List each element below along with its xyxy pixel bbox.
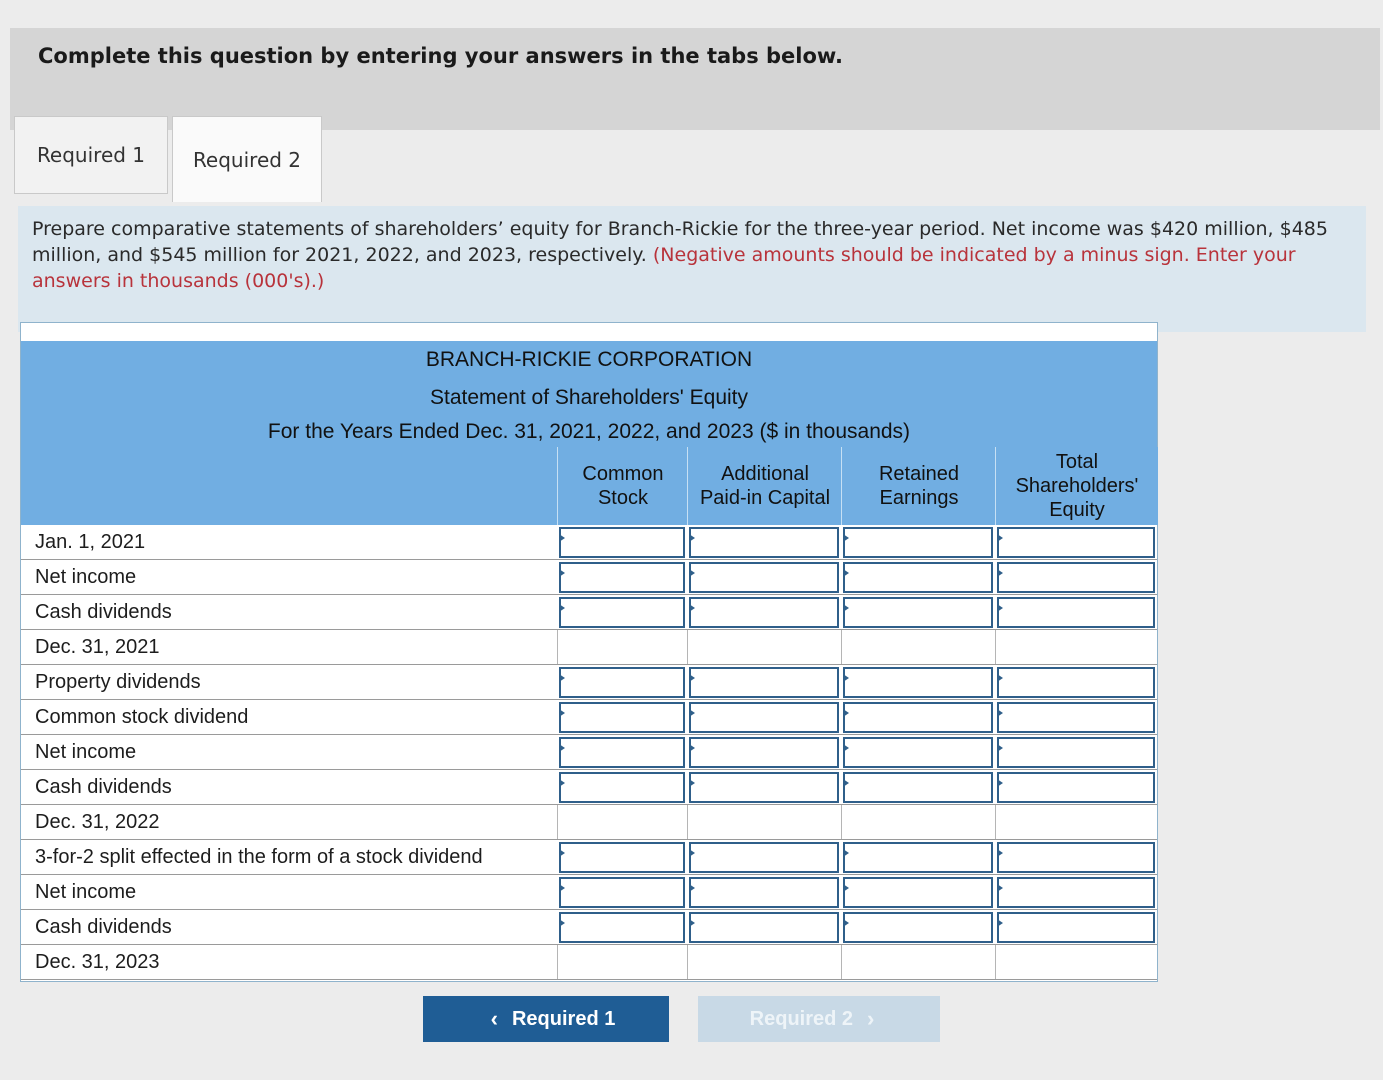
input-total-equity[interactable] bbox=[997, 842, 1155, 873]
row-label: Property dividends bbox=[35, 671, 201, 693]
table-row bbox=[21, 735, 1157, 770]
input-retained-earnings[interactable] bbox=[843, 562, 993, 593]
instructions-text: Prepare comparative statements of shareholders’ equity for Branch-Rickie for the three-year period. Net income was $420 million, $485 million, and $545 million for 2021, 2022, and 2023, respectively. bbox=[32, 218, 1328, 266]
table-row bbox=[21, 525, 1157, 560]
instructions bbox=[18, 206, 1366, 332]
table-row bbox=[21, 665, 1157, 700]
input-common-stock[interactable] bbox=[559, 667, 685, 698]
input-apic[interactable] bbox=[689, 667, 839, 698]
row-label: Net income bbox=[35, 566, 137, 588]
table-row bbox=[21, 700, 1157, 735]
input-common-stock[interactable] bbox=[559, 877, 685, 908]
tab-required-2[interactable]: Required 2 bbox=[172, 116, 322, 202]
input-retained-earnings[interactable] bbox=[843, 842, 993, 873]
input-total-equity[interactable] bbox=[997, 772, 1155, 803]
input-total-equity[interactable] bbox=[997, 667, 1155, 698]
table-row bbox=[21, 805, 1157, 840]
question-banner bbox=[10, 28, 1380, 130]
table-row bbox=[21, 945, 1157, 980]
input-retained-earnings[interactable] bbox=[843, 667, 993, 698]
total-cell-apic bbox=[687, 805, 841, 839]
instructions-note: (Negative amounts should be indicated by a minus sign. Enter your answers in thousands (000's).) bbox=[32, 244, 1296, 292]
input-apic[interactable] bbox=[689, 527, 839, 558]
input-apic[interactable] bbox=[689, 702, 839, 733]
column-header-blank bbox=[21, 447, 557, 525]
input-common-stock[interactable] bbox=[559, 527, 685, 558]
tab-required-1[interactable]: Required 1 bbox=[14, 116, 168, 194]
row-label: Dec. 31, 2021 bbox=[35, 636, 160, 658]
input-apic[interactable] bbox=[689, 772, 839, 803]
row-label: Net income bbox=[35, 881, 137, 903]
row-label: Jan. 1, 2021 bbox=[35, 531, 146, 553]
prev-required-1-button[interactable] bbox=[423, 996, 669, 1042]
input-apic[interactable] bbox=[689, 912, 839, 943]
row-label: Cash dividends bbox=[35, 601, 172, 623]
input-apic[interactable] bbox=[689, 737, 839, 768]
row-label: 3-for-2 split effected in the form of a stock dividend bbox=[35, 846, 483, 868]
row-label: Cash dividends bbox=[35, 776, 172, 798]
total-cell-total-equity bbox=[995, 630, 1157, 664]
input-total-equity[interactable] bbox=[997, 527, 1155, 558]
input-retained-earnings[interactable] bbox=[843, 912, 993, 943]
chevron-right-icon: › bbox=[867, 1006, 875, 1031]
total-cell-total-equity bbox=[995, 805, 1157, 839]
input-retained-earnings[interactable] bbox=[843, 737, 993, 768]
total-cell-common-stock bbox=[557, 945, 687, 979]
row-label: Net income bbox=[35, 741, 137, 763]
row-label: Dec. 31, 2023 bbox=[35, 951, 160, 973]
input-retained-earnings[interactable] bbox=[843, 527, 993, 558]
row-label: Cash dividends bbox=[35, 916, 172, 938]
input-common-stock[interactable] bbox=[559, 597, 685, 628]
total-cell-total-equity bbox=[995, 945, 1157, 979]
chevron-left-icon: ‹ bbox=[490, 1006, 498, 1031]
table-row bbox=[21, 840, 1157, 875]
input-apic[interactable] bbox=[689, 842, 839, 873]
total-cell-retained-earnings bbox=[841, 805, 995, 839]
total-cell-apic bbox=[687, 945, 841, 979]
total-cell-common-stock bbox=[557, 805, 687, 839]
next-button-label: Required 2 bbox=[749, 1007, 854, 1030]
input-total-equity[interactable] bbox=[997, 877, 1155, 908]
total-cell-common-stock bbox=[557, 630, 687, 664]
input-retained-earnings[interactable] bbox=[843, 772, 993, 803]
total-cell-retained-earnings bbox=[841, 630, 995, 664]
column-header-total-equity: Total Shareholders' Equity bbox=[995, 447, 1158, 525]
total-cell-apic bbox=[687, 630, 841, 664]
next-required-2-button bbox=[698, 996, 940, 1042]
column-header-retained-earnings: Retained Earnings bbox=[841, 447, 996, 525]
input-common-stock[interactable] bbox=[559, 562, 685, 593]
input-total-equity[interactable] bbox=[997, 702, 1155, 733]
table-row bbox=[21, 770, 1157, 805]
total-cell-retained-earnings bbox=[841, 945, 995, 979]
column-header-apic: Additional Paid-in Capital bbox=[687, 447, 842, 525]
row-label: Dec. 31, 2022 bbox=[35, 811, 160, 833]
table-row bbox=[21, 560, 1157, 595]
input-common-stock[interactable] bbox=[559, 842, 685, 873]
table-row bbox=[21, 630, 1157, 665]
banner-text: Complete this question by entering your answers in the tabs below. bbox=[38, 44, 843, 68]
equity-statement-table bbox=[20, 322, 1158, 982]
statement-title: Statement of Shareholders' Equity bbox=[21, 379, 1157, 419]
input-common-stock[interactable] bbox=[559, 737, 685, 768]
company-name: BRANCH-RICKIE CORPORATION bbox=[21, 341, 1157, 381]
input-total-equity[interactable] bbox=[997, 912, 1155, 943]
input-apic[interactable] bbox=[689, 877, 839, 908]
input-retained-earnings[interactable] bbox=[843, 597, 993, 628]
table-row bbox=[21, 875, 1157, 910]
statement-period: For the Years Ended Dec. 31, 2021, 2022, and 2023 ($ in thousands) bbox=[21, 413, 1157, 453]
table-row bbox=[21, 910, 1157, 945]
row-label: Common stock dividend bbox=[35, 706, 249, 728]
prev-button-label: Required 1 bbox=[511, 1007, 616, 1030]
input-apic[interactable] bbox=[689, 597, 839, 628]
input-common-stock[interactable] bbox=[559, 702, 685, 733]
table-row bbox=[21, 595, 1157, 630]
column-header-common-stock: Common Stock bbox=[557, 447, 688, 525]
input-total-equity[interactable] bbox=[997, 737, 1155, 768]
input-common-stock[interactable] bbox=[559, 912, 685, 943]
input-common-stock[interactable] bbox=[559, 772, 685, 803]
input-total-equity[interactable] bbox=[997, 597, 1155, 628]
input-retained-earnings[interactable] bbox=[843, 877, 993, 908]
input-total-equity[interactable] bbox=[997, 562, 1155, 593]
input-apic[interactable] bbox=[689, 562, 839, 593]
input-retained-earnings[interactable] bbox=[843, 702, 993, 733]
